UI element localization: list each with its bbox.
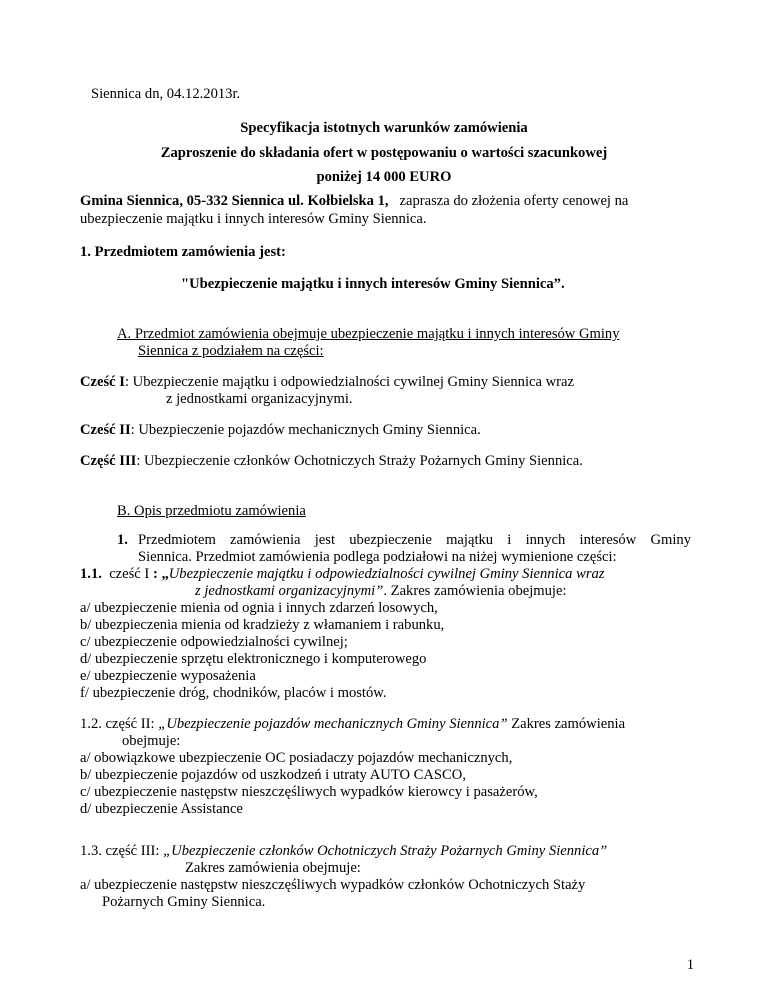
part-1-1-colon: :	[149, 566, 162, 582]
title-line-2: Zaproszenie do składania ofert w postępowaniu o wartości szacunkowej	[160, 145, 608, 161]
part-1-1-quote: „	[161, 566, 169, 582]
part-1-2-title: „Ubezpieczenie pojazdów mechanicznych Gminy Siennica”	[158, 716, 508, 732]
part-2-label: Cześć II	[80, 422, 131, 438]
list-item: f/ ubezpieczenie dróg, chodników, placów i mostów.	[80, 685, 387, 701]
part-3-line	[80, 453, 583, 470]
part-1-3-cont: Zakres zamówienia obejmuje:	[185, 860, 361, 876]
desc-p1-number: 1.	[117, 532, 128, 548]
intro-bold-lead: Gmina Siennica, 05-332 Siennica ul. Kołbielska 1,	[80, 193, 389, 209]
section-a-line-1: A. Przedmiot zamówienia obejmuje ubezpieczenie majątku i innych interesów Gminy	[117, 326, 620, 342]
part-1-text: : Ubezpieczenie majątku i odpowiedzialności cywilnej Gminy Siennica wraz	[124, 374, 574, 390]
part-1-3-lead: 1.3. część III:	[80, 843, 164, 859]
list-item: d/ ubezpieczenie sprzętu elektronicznego i komputerowego	[80, 651, 427, 667]
part-3-label: Część III	[80, 453, 137, 469]
list-item: a/ obowiązkowe ubezpieczenie OC posiadaczy pojazdów mechanicznych,	[80, 750, 513, 766]
section-1-heading: 1. Przedmiotem zamówienia jest:	[80, 244, 286, 260]
part-1-1-label: cześć I	[109, 566, 150, 582]
part-1-1-title: Ubezpieczenie majątku i odpowiedzialności cywilnej Gminy Siennica wraz	[168, 566, 605, 582]
part-1-1-after: . Zakres zamówienia obejmuje:	[383, 583, 567, 599]
desc-p1-line-2: Siennica. Przedmiot zamówienia podlega podziałowi na niżej wymienione części:	[138, 549, 617, 565]
part-1-3-line	[80, 843, 607, 860]
place-date: Siennica dn, 04.12.2013r.	[91, 86, 241, 102]
part-1-cont: z jednostkami organizacyjnymi.	[166, 391, 353, 407]
part-1-1-line-1	[80, 566, 604, 583]
list-item: b/ ubezpieczenie pojazdów od uszkodzeń i utraty AUTO CASCO,	[80, 767, 466, 783]
part-1-2-lead: 1.2. część II:	[80, 716, 159, 732]
desc-p1-line-1: Przedmiotem zamówienia jest ubezpieczenie majątku i innych interesów Gminy	[138, 532, 691, 548]
section-a-line-2: Siennica z podziałem na części:	[138, 343, 324, 359]
intro-line-2: ubezpieczenie majątku i innych interesów Gminy Siennica.	[80, 211, 427, 227]
list-item: e/ ubezpieczenie wyposażenia	[80, 668, 256, 684]
part-2-text: : Ubezpieczenie pojazdów mechanicznych Gminy Siennica.	[130, 422, 481, 438]
list-item: b/ ubezpieczenia mienia od kradzieży z włamaniem i rabunku,	[80, 617, 445, 633]
part-1-line	[80, 374, 574, 391]
list-item-cont: Pożarnych Gminy Siennica.	[102, 894, 266, 910]
list-item: c/ ubezpieczenie następstw nieszczęśliwych wypadków kierowcy i pasażerów,	[80, 784, 538, 800]
title-line-3: poniżej 14 000 EURO	[316, 169, 452, 185]
title-line-1: Specyfikacja istotnych warunków zamówienia	[240, 120, 528, 136]
part-1-2-after: Zakres zamówienia	[507, 716, 626, 732]
page-number: 1	[686, 957, 694, 973]
list-item: a/ ubezpieczenie następstw nieszczęśliwych wypadków członków Ochotniczych Staży	[80, 877, 586, 893]
part-1-1-line-2	[195, 583, 567, 600]
intro-rest: zaprasza do złożenia oferty cenowej na	[399, 193, 629, 209]
section-1-subject: "Ubezpieczenie majątku i innych interesów Gminy Siennica”.	[181, 276, 565, 292]
part-1-1-number: 1.1.	[80, 566, 102, 582]
part-2-line	[80, 422, 481, 439]
list-item: c/ ubezpieczenie odpowiedzialności cywilnej;	[80, 634, 348, 650]
part-1-label: Cześć I	[80, 374, 125, 390]
section-b-heading: B. Opis przedmiotu zamówienia	[117, 503, 306, 519]
part-1-3-title: „Ubezpieczenie członków Ochotniczych Straży Pożarnych Gminy Siennica”	[163, 843, 608, 859]
part-1-2-line	[80, 716, 625, 733]
part-1-1-title-cont: z jednostkami organizacyjnymi”	[195, 583, 384, 599]
intro-line-1	[80, 193, 628, 210]
list-item: d/ ubezpieczenie Assistance	[80, 801, 243, 817]
part-1-2-cont: obejmuje:	[122, 733, 181, 749]
part-3-text: : Ubezpieczenie członków Ochotniczych Straży Pożarnych Gminy Siennica.	[136, 453, 583, 469]
list-item: a/ ubezpieczenie mienia od ognia i innych zdarzeń losowych,	[80, 600, 438, 616]
